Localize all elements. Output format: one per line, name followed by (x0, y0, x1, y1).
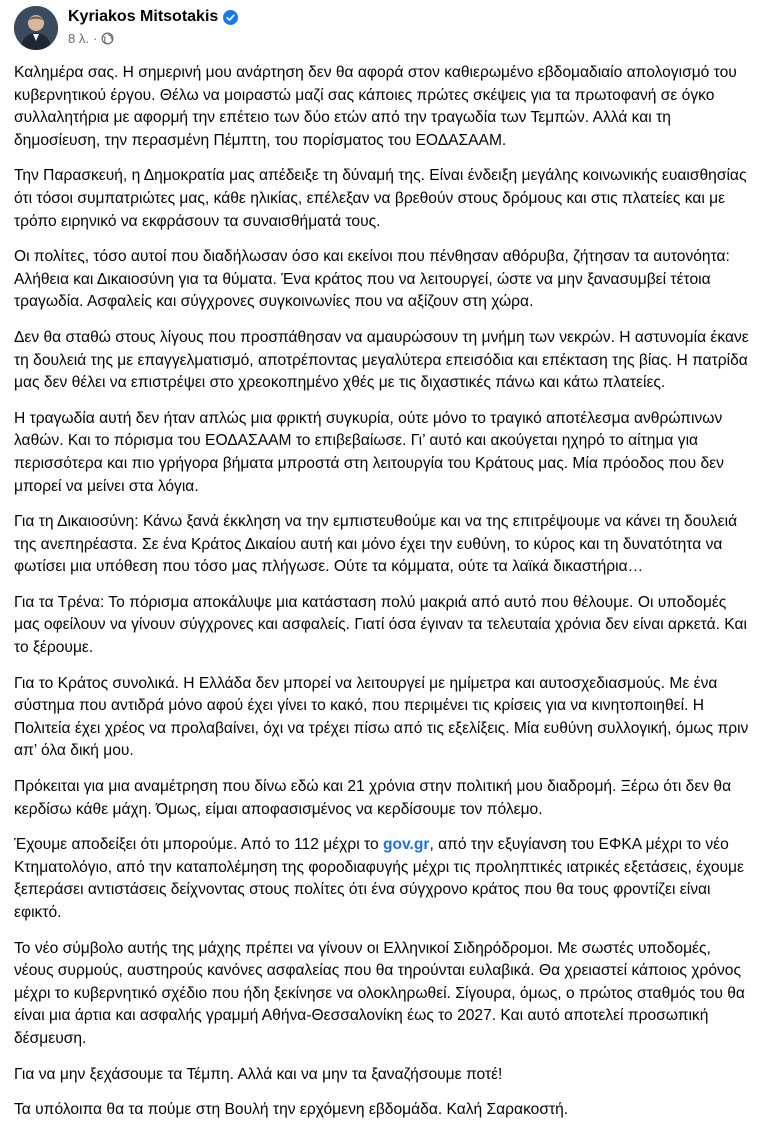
author-name[interactable]: Kyriakos Mitsotakis (68, 8, 219, 25)
post-paragraph: Καλημέρα σας. Η σημερινή μου ανάρτηση δεν θα αφορά στον καθιερωμένο εβδομαδιαίο απολογισμό του κυβερνητικού έργου. Θέλω να μοιραστώ μαζί σας κάποιες πρώτες σκέψεις για τα πρωτοφανή σε όγκο συλλαλητήρια με αφορμή την επέτειο των δύο ετών από την τραγωδία των Τεμπών. Αλλά και τη δημοσίευση, την περασμένη Πέμπτη, του πορίσματος του ΕΟΔΑΣΑΑΜ. (14, 64, 737, 149)
post-paragraph-with-link (14, 834, 749, 924)
post-paragraph: Για τα Τρένα: Το πόρισμα αποκάλυψε μια κατάσταση πολύ μακριά από αυτό που θέλουμε. Οι υποδομές μας οφείλουν να γίνουν σύγχρονες και ασφαλείς. Γιατί όσα έγιναν τα τελευταία χρόνια δεν είναι αρκετά. Και το ξέρουμε. (14, 593, 747, 657)
post-paragraph: Η τραγωδία αυτή δεν ήταν απλώς μια φρικτή συγκυρία, ούτε μόνο το τραγικό αποτέλεσμα ανθρώπινων λαθών. Και το πόρισμα του ΕΟΔΑΣΑΑΜ το επιβεβαίωσε. Γι’ αυτό και ακούγεται ηχηρό το αίτημα για περισσότερα και πιο γρήγορα βήματα μπροστά στη λειτουργία του Κράτους μας. Μία πρόοδος που δεν μπορεί να μείνει στα λόγια. (14, 409, 724, 495)
verified-badge-icon (223, 10, 238, 25)
post-paragraph: Οι πολίτες, τόσο αυτοί που διαδήλωσαν όσο και εκείνοι που πένθησαν αθόρυβα, ζήτησαν τα αυτονόητα: Αλήθεια και Δικαιοσύνη για τα θύματα. Ένα κράτος που να λειτουργεί, ώστε να μην ξανασυμβεί τέτοια τραγωδία. Ασφαλείς και σύγχρονες συγκοινωνίες που να αξίζουν στη χώρα. (14, 248, 730, 311)
avatar[interactable] (14, 6, 58, 50)
post-paragraph: Πρόκειται για μια αναμέτρηση που δίνω εδώ και 21 χρόνια στην πολιτική μου διαδρομή. Ξέρω ότι δεν θα κερδίσω κάθε μάχη. Όμως, είμαι αποφασισμένος να κερδίσουμε τον πόλεμο. (14, 778, 732, 818)
paragraph-text: , από την εξυγίανση του ΕΦΚΑ μέχρι το νέο Κτηματολόγιο, από την καταπολέμηση της φοροδιαφυγής μέχρι τις προληπτικές ιατρικές εξετάσεις, έχουμε ξεπεράσει αντιστάσεις δείχνοντας στους πολίτες ότι ένα σύγχρονο κράτος που θα τους φροντίζει είναι εφικτό. (14, 836, 744, 921)
post-paragraph: Για να μην ξεχάσουμε τα Τέμπη. Αλλά και να μην τα ξαναζήσουμε ποτέ! (14, 1065, 503, 1083)
globe-icon[interactable] (101, 32, 114, 45)
gov-gr-link[interactable]: gov.gr (382, 836, 430, 854)
post-paragraph: Τα υπόλοιπα θα τα πούμε στη Βουλή την ερχόμενη εβδομάδα. Καλή Σαρακοστή. (14, 1101, 569, 1119)
avatar-icon (14, 6, 58, 50)
post-paragraph: Το νέο σύμβολο αυτής της μάχης πρέπει να γίνουν οι Ελληνικοί Σιδηρόδρομοι. Με σωστές υποδομές, νέους συρμούς, αυστηρούς κανόνες ασφαλείας που θα τηρούνται ευλαβικά. Θα χρειαστεί κάποιος χρόνος μέχρι το κυβερνητικό σχέδιο που ήδη ξεκίνησε να ολοκληρωθεί. Σίγουρα, όμως, ο πρώτος σταθμός του θα είναι μια άρτια και ασφαλής γραμμή Αθήνα-Θεσσαλονίκη έως το 2027. Και αυτό αποτελεί προσωπική δέσμευση. (14, 939, 745, 1047)
meta-separator: · (92, 31, 98, 46)
post-meta (68, 31, 114, 46)
post-paragraph: Την Παρασκευή, η Δημοκρατία μας απέδειξε τη δύναμή της. Είναι ένδειξη μεγάλης κοινωνικής ευαισθησίας ότι τόσοι συμπατριώτες μας, κάθε ηλικίας, επέλεξαν να βρεθούν στους δρόμους και στις πλατείες και με τρόπο ειρηνικό να εκφράσουν τα συναισθήματά τους. (14, 167, 747, 230)
paragraph-text: Έχουμε αποδείξει ότι μπορούμε. Από το 112 μέχρι το (14, 836, 383, 854)
author-line (68, 8, 238, 26)
post-body (14, 62, 749, 1135)
post-paragraph: Για τη Δικαιοσύνη: Κάνω ξανά έκκληση να την εμπιστευθούμε και να της επιτρέψουμε να κάνει τη δουλειά της ανεπηρέαστα. Σε ένα Κράτος Δικαίου αυτή και μόνο έχει την ευθύνη, το κύρος και τη δυνατότητα να φωτίσει μια υπόθεση που τόσο μας πλήγωσε. Ούτε τα κόμματα, ούτε τα λαϊκά δικαστήρια… (14, 513, 738, 576)
post-paragraph: Δεν θα σταθώ στους λίγους που προσπάθησαν να αμαυρώσουν τη μνήμη των νεκρών. Η αστυνομία έκανε τη δουλειά της με επαγγελματισμό, αποτρέποντας μεγαλύτερα επεισόδια και επέκταση της βίας. Η πατρίδα μας δεν θέλει να επιστρέψει στο χρεοκοπημένο χθές με τις διχαστικές πάνω και κάτω πλατείες. (14, 328, 749, 392)
post-time[interactable]: 8 λ. (68, 31, 89, 46)
post-paragraph: Για το Κράτος συνολικά. Η Ελλάδα δεν μπορεί να λειτουργεί με ημίμετρα και αυτοσχεδιασμούς. Με ένα σύστημα που αντιδρά μόνο αφού έχει γίνει το κακό, που περιμένει τις κρίσεις για να κινητοποιηθεί. Η Πολιτεία έχει χρέος να προλαβαίνει, όχι να τρέχει πίσω από τις εξελίξεις. Μία ευθύνη συλλογική, όμως πριν απ’ όλα δική μου. (14, 674, 749, 760)
post-header (14, 0, 744, 60)
